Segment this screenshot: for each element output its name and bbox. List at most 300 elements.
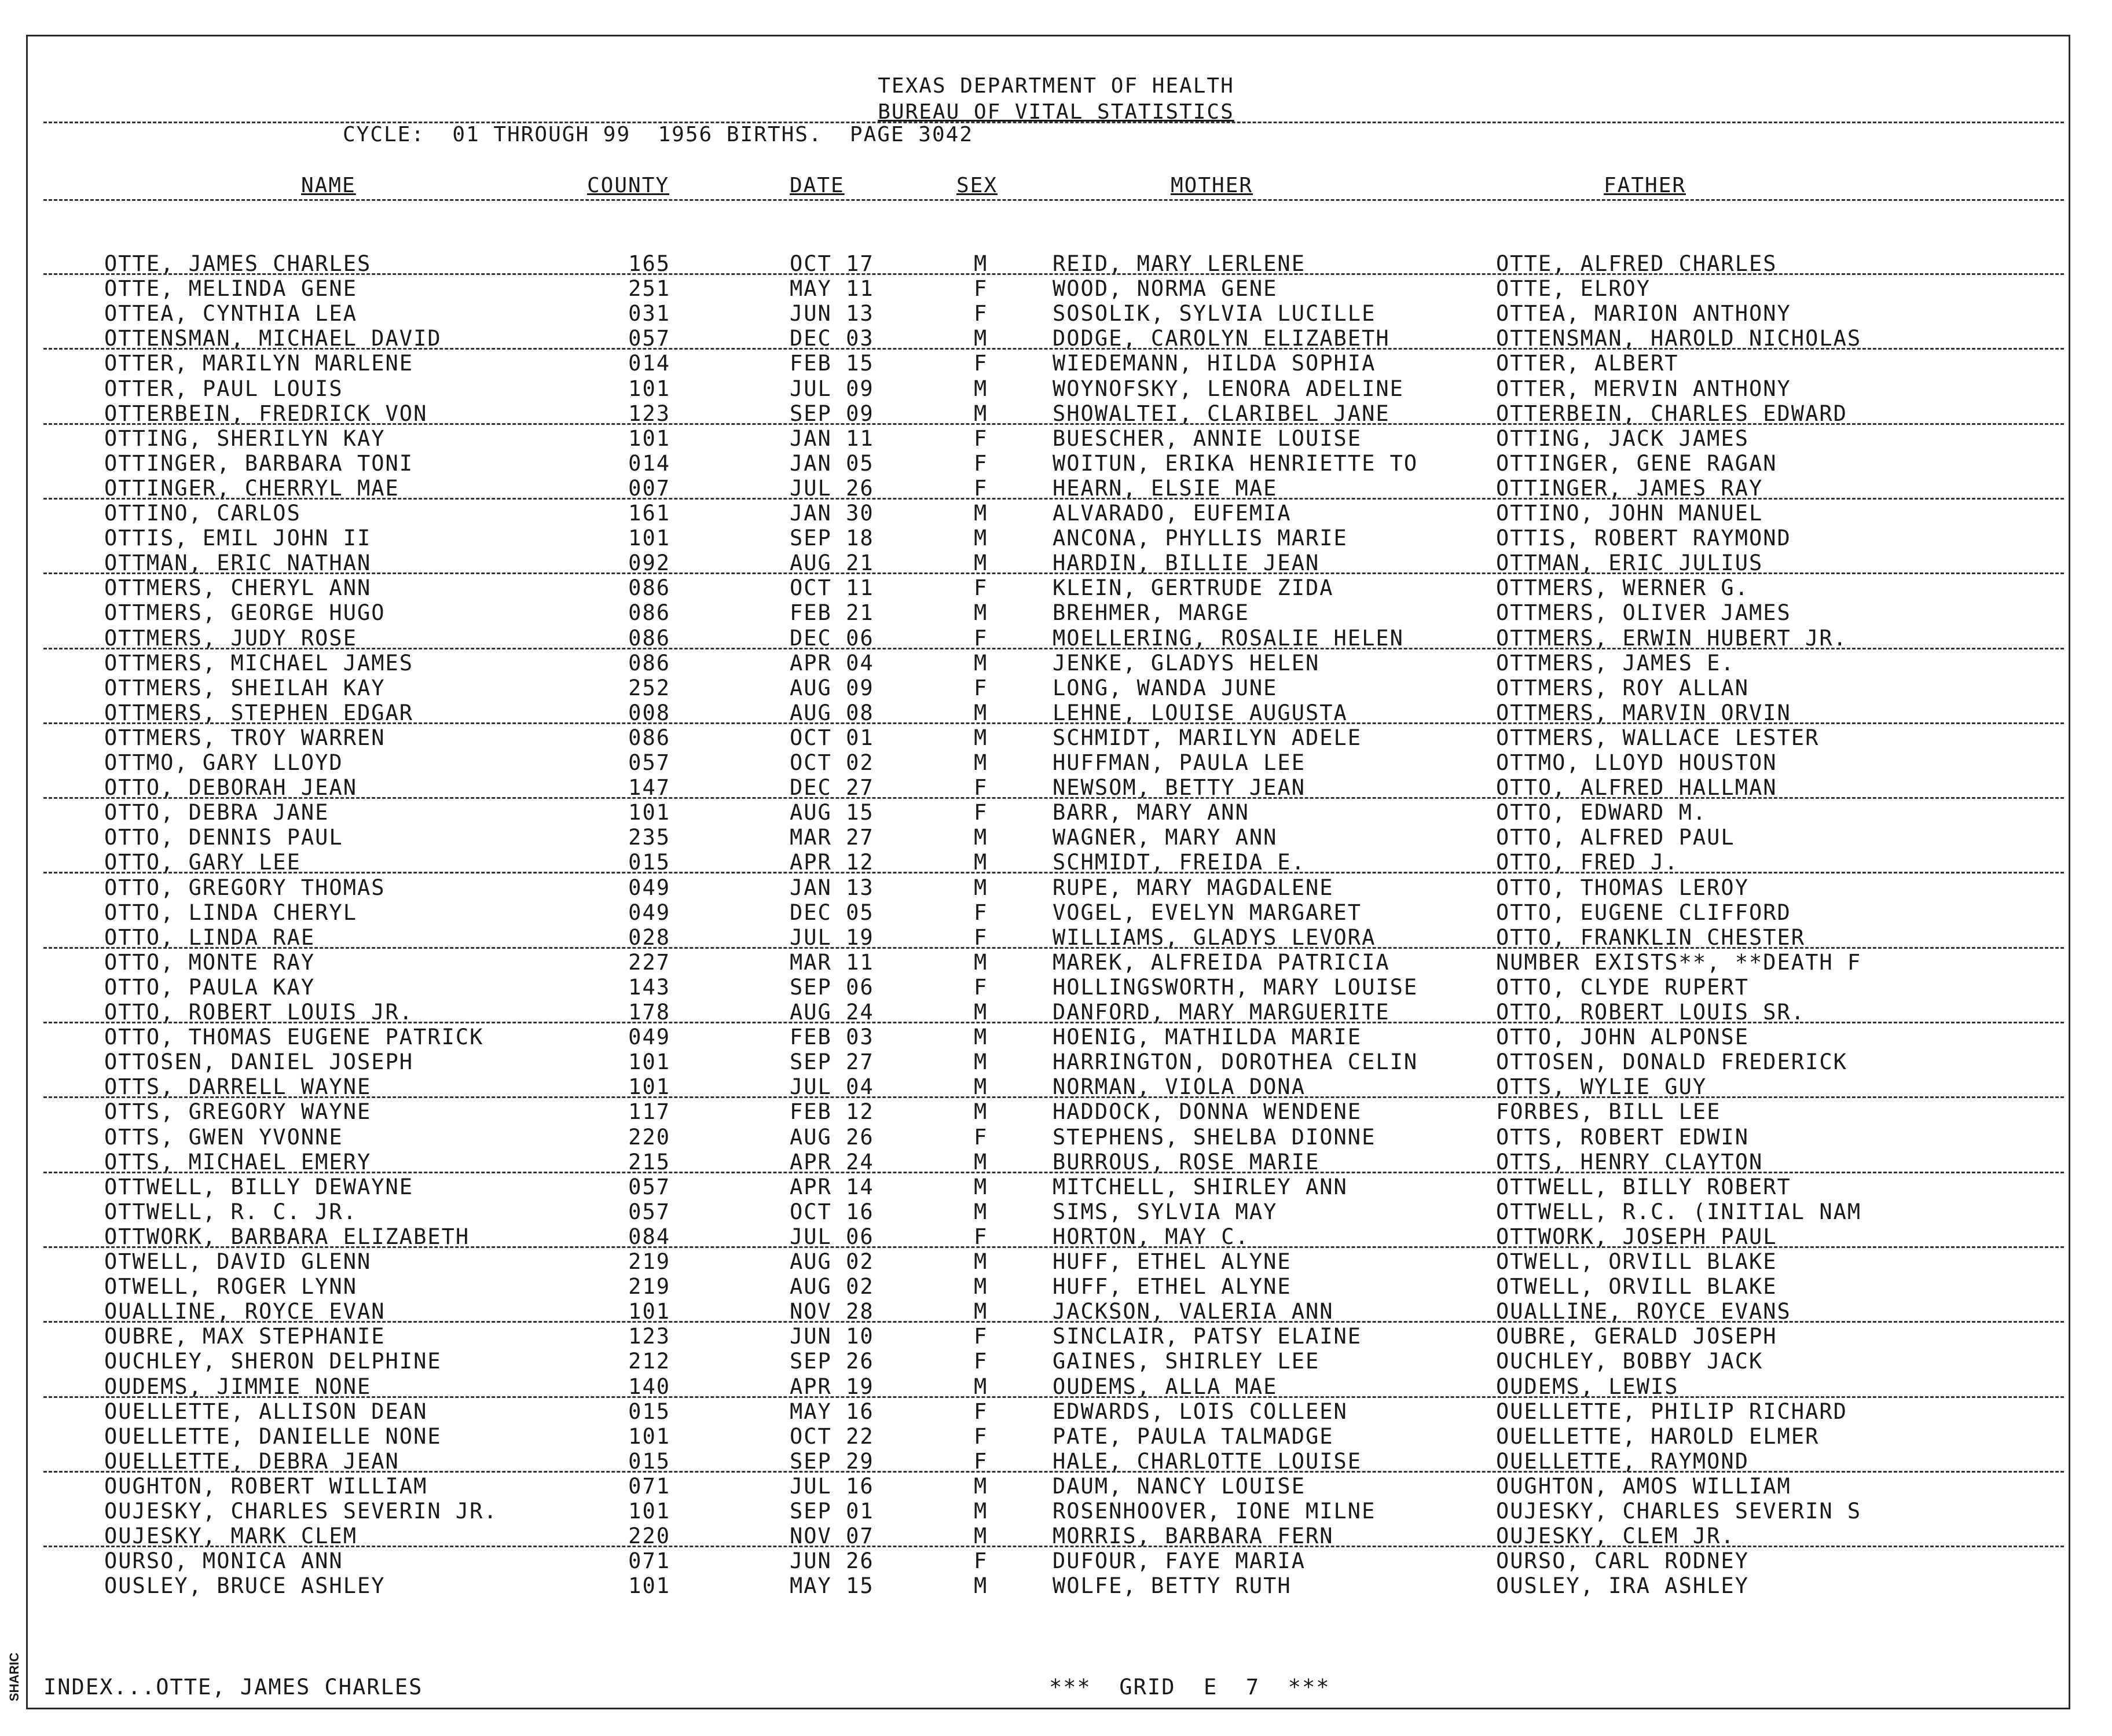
cell-county: 235 [628, 825, 670, 850]
cell-mother: WIEDEMANN, HILDA SOPHIA [1053, 351, 1376, 376]
cell-father: OTTMERS, ROY ALLAN [1496, 675, 1749, 700]
cell-mother: ROSENHOOVER, IONE MILNE [1053, 1499, 1376, 1524]
cell-sex: F [974, 924, 988, 950]
cell-date: JAN 30 [790, 501, 874, 526]
cell-sex: F [974, 1224, 988, 1249]
cell-county: 147 [628, 775, 670, 801]
cell-county: 219 [628, 1274, 670, 1300]
cell-date: JUL 06 [790, 1224, 874, 1249]
cell-father: OUGHTON, AMOS WILLIAM [1496, 1473, 1791, 1499]
cell-county: 086 [628, 575, 670, 601]
table-row [0, 1449, 2112, 1474]
cell-county: 092 [628, 550, 670, 576]
cell-date: JUL 16 [790, 1473, 874, 1499]
cell-sex: M [974, 875, 988, 900]
cell-name: OTTINO, CARLOS [104, 501, 301, 526]
table-row [0, 1199, 2112, 1224]
cell-mother: BURROUS, ROSE MARIE [1053, 1149, 1320, 1175]
cell-mother: REID, MARY LERLENE [1053, 251, 1306, 276]
cell-father: OUJESKY, CLEM JR. [1496, 1524, 1735, 1549]
cell-sex: M [974, 1473, 988, 1499]
table-row [0, 1399, 2112, 1424]
cell-county: 219 [628, 1249, 670, 1274]
cell-name: OTTMERS, MICHAEL JAMES [104, 650, 414, 676]
cell-date: SEP 29 [790, 1448, 874, 1474]
table-row [0, 1274, 2112, 1299]
cell-name: OTTMAN, ERIC NATHAN [104, 550, 372, 576]
cell-date: OCT 17 [790, 251, 874, 276]
cell-sex: F [974, 900, 988, 925]
cell-date: APR 19 [790, 1374, 874, 1399]
cell-county: 123 [628, 401, 670, 426]
cell-father: OTTO, ROBERT LOUIS SR. [1496, 1000, 1806, 1025]
cell-name: OTTER, PAUL LOUIS [104, 376, 343, 401]
cell-name: OTTIS, EMIL JOHN II [104, 526, 372, 551]
cell-mother: SINCLAIR, PATSY ELAINE [1053, 1324, 1362, 1349]
cell-county: 101 [628, 376, 670, 401]
cell-name: OTTS, GWEN YVONNE [104, 1124, 343, 1150]
table-row [0, 651, 2112, 676]
cell-mother: DODGE, CAROLYN ELIZABETH [1053, 326, 1390, 351]
cell-date: JUN 10 [790, 1324, 874, 1349]
cell-mother: HALE, CHARLOTTE LOUISE [1053, 1448, 1362, 1474]
table-row [0, 1074, 2112, 1099]
cell-sex: F [974, 1548, 988, 1574]
table-row [0, 1224, 2112, 1249]
table-row [0, 850, 2112, 875]
cell-name: OTTOSEN, DANIEL JOSEPH [104, 1049, 414, 1075]
cell-name: OTTMERS, JUDY ROSE [104, 625, 357, 651]
cell-sex: M [974, 251, 988, 276]
cell-sex: M [974, 1049, 988, 1075]
cell-county: 015 [628, 1399, 670, 1424]
cell-mother: KLEIN, GERTRUDE ZIDA [1053, 575, 1334, 601]
cell-mother: HUFF, ETHEL ALYNE [1053, 1249, 1292, 1274]
cell-mother: SCHMIDT, MARILYN ADELE [1053, 725, 1362, 750]
column-header-county: COUNTY [587, 174, 670, 197]
cell-county: 049 [628, 875, 670, 900]
cell-mother: HADDOCK, DONNA WENDENE [1053, 1099, 1362, 1125]
cell-mother: SCHMIDT, FREIDA E. [1053, 850, 1306, 875]
cell-sex: M [974, 1099, 988, 1125]
cell-name: OTTEA, CYNTHIA LEA [104, 301, 357, 326]
cell-mother: MAREK, ALFREIDA PATRICIA [1053, 949, 1390, 975]
cell-mother: SOSOLIK, SYLVIA LUCILLE [1053, 301, 1376, 326]
cell-county: 227 [628, 949, 670, 975]
cell-mother: DAUM, NANCY LOUISE [1053, 1473, 1306, 1499]
table-row [0, 1573, 2112, 1598]
cell-county: 057 [628, 1174, 670, 1199]
cell-sex: M [974, 1524, 988, 1549]
table-row [0, 875, 2112, 900]
cell-mother: VOGEL, EVELYN MARGARET [1053, 900, 1362, 925]
cell-father: OURSO, CARL RODNEY [1496, 1548, 1749, 1574]
cell-name: OUJESKY, CHARLES SEVERIN JR. [104, 1499, 498, 1524]
cell-date: JUL 04 [790, 1074, 874, 1100]
cell-sex: F [974, 974, 988, 1000]
cell-father: OTTS, ROBERT EDWIN [1496, 1124, 1749, 1150]
cell-name: OTTINGER, CHERRYL MAE [104, 475, 399, 501]
table-row [0, 1374, 2112, 1399]
cell-county: 086 [628, 600, 670, 626]
table-row [0, 1125, 2112, 1150]
cell-sex: M [974, 550, 988, 576]
cell-date: DEC 27 [790, 775, 874, 801]
cell-date: JAN 05 [790, 450, 874, 476]
table-row [0, 1099, 2112, 1124]
cell-father: OTTMERS, MARVIN ORVIN [1496, 700, 1791, 725]
cell-county: 084 [628, 1224, 670, 1249]
cell-father: OTTER, ALBERT [1496, 351, 1679, 376]
cell-sex: M [974, 1199, 988, 1224]
cell-father: OTTINGER, GENE RAGAN [1496, 450, 1777, 476]
cell-mother: SIMS, SYLVIA MAY [1053, 1199, 1278, 1224]
cell-name: OTTMERS, STEPHEN EDGAR [104, 700, 414, 725]
cell-sex: M [974, 1025, 988, 1050]
cell-county: 101 [628, 1499, 670, 1524]
cell-name: OTTMERS, CHERYL ANN [104, 575, 372, 601]
cell-name: OTTS, DARRELL WAYNE [104, 1074, 372, 1100]
cell-mother: BUESCHER, ANNIE LOUISE [1053, 425, 1362, 451]
cell-county: 143 [628, 974, 670, 1000]
cell-county: 101 [628, 800, 670, 825]
cell-name: OTTINGER, BARBARA TONI [104, 450, 414, 476]
cell-date: JUN 13 [790, 301, 874, 326]
cell-mother: HEARN, ELSIE MAE [1053, 475, 1278, 501]
cell-father: OUJESKY, CHARLES SEVERIN S [1496, 1499, 1862, 1524]
cell-sex: F [974, 575, 988, 601]
cell-name: OTTE, JAMES CHARLES [104, 251, 372, 276]
cell-mother: NEWSOM, BETTY JEAN [1053, 775, 1306, 801]
table-row [0, 575, 2112, 600]
table-row [0, 775, 2112, 800]
table-row [0, 1474, 2112, 1499]
cell-sex: M [974, 401, 988, 426]
cell-mother: HUFFMAN, PAULA LEE [1053, 750, 1306, 775]
cell-father: OTTWELL, R.C. (INITIAL NAM [1496, 1199, 1862, 1224]
cell-mother: HOLLINGSWORTH, MARY LOUISE [1053, 974, 1418, 1000]
cell-date: MAR 27 [790, 825, 874, 850]
cell-father: FORBES, BILL LEE [1496, 1099, 1721, 1125]
table-row [0, 725, 2112, 750]
cell-county: 220 [628, 1524, 670, 1549]
cell-sex: F [974, 1399, 988, 1424]
cell-sex: M [974, 1274, 988, 1300]
cell-date: MAY 11 [790, 276, 874, 302]
cell-father: OTTINGER, JAMES RAY [1496, 475, 1763, 501]
cell-date: DEC 03 [790, 326, 874, 351]
cell-county: 161 [628, 501, 670, 526]
cell-county: 101 [628, 1074, 670, 1100]
cell-name: OTTMO, GARY LLOYD [104, 750, 343, 775]
table-row [0, 975, 2112, 1000]
cell-name: OUELLETTE, DEBRA JEAN [104, 1448, 399, 1474]
table-row [0, 676, 2112, 700]
cell-county: 101 [628, 1573, 670, 1599]
cell-date: AUG 02 [790, 1274, 874, 1300]
cell-county: 015 [628, 850, 670, 875]
cell-father: OUELLETTE, RAYMOND [1496, 1448, 1749, 1474]
table-row [0, 1349, 2112, 1374]
cell-sex: M [974, 1374, 988, 1399]
cell-name: OTTO, PAULA KAY [104, 974, 316, 1000]
cell-county: 165 [628, 251, 670, 276]
cell-father: OTTENSMAN, HAROLD NICHOLAS [1496, 326, 1862, 351]
cell-county: 101 [628, 526, 670, 551]
cell-sex: M [974, 600, 988, 626]
column-header-name: NAME [301, 174, 356, 197]
cell-sex: F [974, 475, 988, 501]
cell-county: 086 [628, 625, 670, 651]
cell-father: NUMBER EXISTS**, **DEATH F [1496, 949, 1862, 975]
cell-mother: MITCHELL, SHIRLEY ANN [1053, 1174, 1348, 1199]
cell-name: OTTO, DENNIS PAUL [104, 825, 343, 850]
cell-mother: MORRIS, BARBARA FERN [1053, 1524, 1334, 1549]
table-row [0, 800, 2112, 825]
cell-name: OTTER, MARILYN MARLENE [104, 351, 414, 376]
cell-name: OTWELL, ROGER LYNN [104, 1274, 357, 1300]
cell-name: OTTENSMAN, MICHAEL DAVID [104, 326, 442, 351]
cell-name: OTTO, GARY LEE [104, 850, 301, 875]
cell-name: OURSO, MONICA ANN [104, 1548, 343, 1574]
cell-sex: F [974, 1423, 988, 1449]
cell-name: OTTE, MELINDA GENE [104, 276, 357, 302]
cell-name: OTTO, ROBERT LOUIS JR. [104, 1000, 414, 1025]
cell-father: OTTERBEIN, CHARLES EDWARD [1496, 401, 1847, 426]
cell-county: 057 [628, 750, 670, 775]
cell-name: OTTO, THOMAS EUGENE PATRICK [104, 1025, 484, 1050]
cell-father: OTTE, ELROY [1496, 276, 1651, 302]
cell-sex: M [974, 725, 988, 750]
table-row [0, 750, 2112, 775]
cell-sex: F [974, 301, 988, 326]
cell-mother: OUDEMS, ALLA MAE [1053, 1374, 1278, 1399]
table-row [0, 1175, 2112, 1199]
cell-sex: M [974, 1299, 988, 1324]
cell-sex: M [974, 650, 988, 676]
cell-date: JAN 11 [790, 425, 874, 451]
cell-sex: F [974, 276, 988, 302]
cell-father: OUELLETTE, PHILIP RICHARD [1496, 1399, 1847, 1424]
cell-father: OTTINO, JOHN MANUEL [1496, 501, 1763, 526]
cell-name: OTTMERS, TROY WARREN [104, 725, 386, 750]
table-row [0, 451, 2112, 476]
cell-sex: M [974, 376, 988, 401]
cell-mother: RUPE, MARY MAGDALENE [1053, 875, 1334, 900]
cell-father: OUSLEY, IRA ASHLEY [1496, 1573, 1749, 1599]
cell-name: OTTO, MONTE RAY [104, 949, 316, 975]
cell-date: AUG 24 [790, 1000, 874, 1025]
cell-mother: SHOWALTEI, CLARIBEL JANE [1053, 401, 1390, 426]
cell-date: SEP 27 [790, 1049, 874, 1075]
cell-father: OTTO, ALFRED PAUL [1496, 825, 1735, 850]
cell-mother: HORTON, MAY C. [1053, 1224, 1249, 1249]
table-row [0, 900, 2112, 925]
cell-mother: MOELLERING, ROSALIE HELEN [1053, 625, 1404, 651]
table-row [0, 476, 2112, 501]
cell-sex: M [974, 850, 988, 875]
cell-date: OCT 02 [790, 750, 874, 775]
cell-father: OTTMERS, ERWIN HUBERT JR. [1496, 625, 1847, 651]
cell-name: OTTERBEIN, FREDRICK VON [104, 401, 428, 426]
cell-county: 178 [628, 1000, 670, 1025]
cell-date: MAY 15 [790, 1573, 874, 1599]
cell-mother: HUFF, ETHEL ALYNE [1053, 1274, 1292, 1300]
cell-county: 101 [628, 1423, 670, 1449]
cell-father: OTTWELL, BILLY ROBERT [1496, 1174, 1791, 1199]
cell-father: OTTMERS, WERNER G. [1496, 575, 1749, 601]
cell-date: AUG 02 [790, 1249, 874, 1274]
table-row [0, 550, 2112, 575]
cell-father: OUBRE, GERALD JOSEPH [1496, 1324, 1777, 1349]
cell-father: OUDEMS, LEWIS [1496, 1374, 1679, 1399]
cell-name: OTTS, GREGORY WAYNE [104, 1099, 372, 1125]
cell-father: OTTO, FRANKLIN CHESTER [1496, 924, 1806, 950]
cell-date: AUG 09 [790, 675, 874, 700]
cell-mother: HOENIG, MATHILDA MARIE [1053, 1025, 1362, 1050]
table-row [0, 276, 2112, 301]
cell-father: OTTEA, MARION ANTHONY [1496, 301, 1791, 326]
cell-sex: M [974, 750, 988, 775]
cell-county: 057 [628, 1199, 670, 1224]
cell-father: OTTMAN, ERIC JULIUS [1496, 550, 1763, 576]
cell-father: OTTO, CLYDE RUPERT [1496, 974, 1749, 1000]
cell-father: OTTS, WYLIE GUY [1496, 1074, 1707, 1100]
cell-father: OTTMERS, JAMES E. [1496, 650, 1735, 676]
column-header-sex: SEX [956, 174, 998, 197]
cell-county: 028 [628, 924, 670, 950]
cell-father: OTTO, EDWARD M. [1496, 800, 1707, 825]
table-row [0, 1548, 2112, 1573]
cell-date: JUL 26 [790, 475, 874, 501]
table-row [0, 600, 2112, 625]
bureau-title: BUREAU OF VITAL STATISTICS [878, 100, 1234, 124]
cell-sex: F [974, 1124, 988, 1150]
cell-mother: EDWARDS, LOIS COLLEEN [1053, 1399, 1348, 1424]
cell-sex: F [974, 625, 988, 651]
cell-mother: HARDIN, BILLIE JEAN [1053, 550, 1320, 576]
cell-name: OTTO, DEBRA JANE [104, 800, 329, 825]
cell-sex: F [974, 800, 988, 825]
cell-county: 086 [628, 725, 670, 750]
cell-name: OTTWELL, R. C. JR. [104, 1199, 357, 1224]
cycle-line: CYCLE: 01 THROUGH 99 1956 BIRTHS. PAGE 3042 [343, 123, 973, 146]
column-header-mother: MOTHER [1171, 174, 1253, 197]
table-row [0, 426, 2112, 451]
cell-county: 014 [628, 351, 670, 376]
cell-sex: M [974, 825, 988, 850]
cell-date: APR 04 [790, 650, 874, 676]
cell-mother: HARRINGTON, DOROTHEA CELIN [1053, 1049, 1418, 1075]
cell-date: MAR 11 [790, 949, 874, 975]
cell-date: OCT 22 [790, 1423, 874, 1449]
cell-sex: F [974, 425, 988, 451]
cell-sex: M [974, 526, 988, 551]
cell-father: OTTER, MERVIN ANTHONY [1496, 376, 1791, 401]
cell-sex: M [974, 1499, 988, 1524]
cell-date: OCT 16 [790, 1199, 874, 1224]
cell-father: OTTO, FRED J. [1496, 850, 1679, 875]
cell-county: 117 [628, 1099, 670, 1125]
table-row [0, 251, 2112, 276]
table-row [0, 700, 2112, 725]
grid-footer: *** GRID E 7 *** [1049, 1675, 1330, 1700]
cell-county: 220 [628, 1124, 670, 1150]
cell-date: APR 14 [790, 1174, 874, 1199]
cell-name: OTTO, GREGORY THOMAS [104, 875, 386, 900]
cell-sex: F [974, 775, 988, 801]
cell-county: 101 [628, 1299, 670, 1324]
cell-name: OTWELL, DAVID GLENN [104, 1249, 372, 1274]
cell-sex: M [974, 1149, 988, 1175]
index-footer: INDEX...OTTE, JAMES CHARLES [43, 1675, 423, 1700]
table-row [0, 1324, 2112, 1349]
cell-date: FEB 12 [790, 1099, 874, 1125]
cell-county: 101 [628, 425, 670, 451]
cell-father: OTTE, ALFRED CHARLES [1496, 251, 1777, 276]
cell-father: OTTOSEN, DONALD FREDERICK [1496, 1049, 1847, 1075]
cell-mother: BARR, MARY ANN [1053, 800, 1249, 825]
table-row [0, 1249, 2112, 1274]
cell-name: OTTO, LINDA CHERYL [104, 900, 357, 925]
cell-father: OTTO, ALFRED HALLMAN [1496, 775, 1777, 801]
cell-county: 049 [628, 900, 670, 925]
cell-name: OTTO, DEBORAH JEAN [104, 775, 357, 801]
cell-father: OTTMERS, OLIVER JAMES [1496, 600, 1791, 626]
cell-sex: M [974, 1573, 988, 1599]
cell-date: NOV 07 [790, 1524, 874, 1549]
cell-mother: LONG, WANDA JUNE [1053, 675, 1278, 700]
cell-date: JUL 19 [790, 924, 874, 950]
cell-father: OTTWORK, JOSEPH PAUL [1496, 1224, 1777, 1249]
cell-father: OUCHLEY, BOBBY JACK [1496, 1349, 1763, 1374]
cell-mother: WAGNER, MARY ANN [1053, 825, 1278, 850]
table-row [0, 925, 2112, 950]
cell-date: JUL 09 [790, 376, 874, 401]
cell-county: 123 [628, 1324, 670, 1349]
cell-date: FEB 15 [790, 351, 874, 376]
cell-name: OUBRE, MAX STEPHANIE [104, 1324, 386, 1349]
cell-father: OTTO, THOMAS LEROY [1496, 875, 1749, 900]
table-row [0, 1524, 2112, 1548]
cell-county: 252 [628, 675, 670, 700]
cell-sex: F [974, 450, 988, 476]
table-row [0, 1025, 2112, 1049]
cell-mother: DANFORD, MARY MARGUERITE [1053, 1000, 1390, 1025]
cell-county: 101 [628, 1049, 670, 1075]
table-row [0, 1499, 2112, 1524]
cell-sex: M [974, 949, 988, 975]
cell-father: OTWELL, ORVILL BLAKE [1496, 1249, 1777, 1274]
cell-mother: GAINES, SHIRLEY LEE [1053, 1349, 1320, 1374]
cell-father: OTTO, EUGENE CLIFFORD [1496, 900, 1791, 925]
cell-mother: WOLFE, BETTY RUTH [1053, 1573, 1292, 1599]
cell-date: SEP 09 [790, 401, 874, 426]
cell-mother: JACKSON, VALERIA ANN [1053, 1299, 1334, 1324]
table-row [0, 1150, 2112, 1175]
cell-father: OUALLINE, ROYCE EVANS [1496, 1299, 1791, 1324]
cell-date: OCT 11 [790, 575, 874, 601]
cell-mother: ANCONA, PHYLLIS MARIE [1053, 526, 1348, 551]
cell-father: OTTO, JOHN ALPONSE [1496, 1025, 1749, 1050]
cell-name: OTTS, MICHAEL EMERY [104, 1149, 372, 1175]
cell-sex: F [974, 1349, 988, 1374]
cell-sex: M [974, 1000, 988, 1025]
cell-county: 049 [628, 1025, 670, 1050]
table-row [0, 1299, 2112, 1324]
cell-name: OTTMERS, GEORGE HUGO [104, 600, 386, 626]
cell-mother: STEPHENS, SHELBA DIONNE [1053, 1124, 1376, 1150]
